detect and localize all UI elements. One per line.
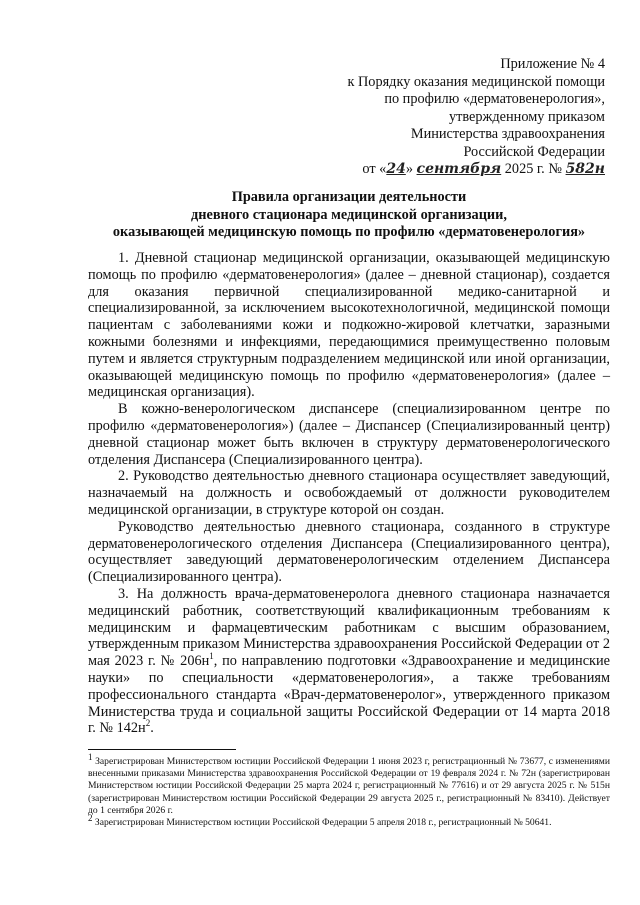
footnote-1 — [88, 751, 610, 817]
paragraph-5 — [88, 586, 610, 737]
date-prefix: от « — [362, 161, 387, 177]
footnote-2 — [88, 812, 610, 829]
footnote-1-text: Зарегистрирован Министерством юстиции Российской Федерации 1 июня 2023 г, регистрационный № 73677, с изменениями внесенными приказами Министерства здравоохранения Российской Федерации от 19 февраля 2024 г. № 72н (зарегистрирован Министерством юстиции Российской Федерации 25 марта 2024 г, регистрационный № 77616) и от 29 августа 2025 г. № 515н (зарегистрирован Министерством юстиции Российской Федерации 29 августа 2025 г., регистрационный № 83410). Действует до 1 сентября 2026 г. — [88, 756, 610, 816]
footnotes — [88, 751, 610, 829]
footnote-1-mark: 1 — [88, 751, 93, 762]
appendix-approved: утвержденному приказом — [448, 108, 605, 125]
footnote-divider — [88, 749, 236, 750]
handwritten-order-number: 582н — [565, 161, 605, 177]
handwritten-month: сентября — [416, 161, 502, 177]
appendix-date-line — [300, 161, 605, 179]
paragraph-5-text-b: , по направлению подготовки «Здравоохранение и медицинские науки» по специальности «дерматовенерология», а также требованиям профессионального стандарта «Врач-дерматовенеролог», утвержденного приказом Министерства труда и социальной защиты Российской Федерации от 14 марта 2018 г. № 142н — [88, 653, 610, 737]
appendix-header — [300, 56, 605, 179]
paragraph-5-text-c: . — [150, 720, 154, 737]
handwritten-day: 24 — [386, 161, 406, 177]
paragraph-3: 2. Руководство деятельностью дневного стационара осуществляет заведующий, назначаемый на должность и освобождаемый от должности руководителем медицинской организации, в структуре которой он создан. — [88, 468, 610, 518]
footnote-ref-2[interactable]: 2 — [145, 718, 151, 729]
date-quote: » — [405, 161, 413, 177]
appendix-profile: по профилю «дерматовенерология», — [384, 91, 605, 107]
footnote-2-text: Зарегистрирован Министерством юстиции Российской Федерации 5 апреля 2018 г., регистрационный № 50641. — [94, 817, 552, 829]
title-line-2: дневного стационара медицинской организации, — [191, 206, 507, 223]
document-body — [88, 250, 610, 737]
paragraph-1: 1. Дневной стационар медицинской организации, оказывающей медицинскую помощь по профилю «дерматовенерология» (далее – дневной стационар), создается для оказания первичной специализированной медико-санитарной и специализированной, за исключением высокотехнологичной, медицинской помощи пациентам с заболеваниями кожи и подкожно-жировой клетчатки, заразными кожными болезнями и инфекциями, передающимися преимущественно половым путем и является структурным подразделением медицинской или иной организации, оказывающей медицинскую помощь по профилю «дерматовенерология» (далее – медицинская организация). — [88, 250, 610, 401]
footnote-2-mark: 2 — [88, 812, 93, 823]
paragraph-2: В кожно-венерологическом диспансере (специализированном центре по профилю «дерматовенерология») (далее – Диспансер (Специализированный центр) дневной стационар может быть включен в структуру дерматовенерологического отделения Диспансера (Специализированного центра). — [88, 401, 610, 468]
appendix-ministry: Министерства здравоохранения — [410, 126, 605, 142]
title-line-3: оказывающей медицинскую помощь по профилю «дерматовенерология» — [112, 224, 586, 240]
appendix-reference: к Порядку оказания медицинской помощи — [347, 73, 605, 90]
footnote-ref-1[interactable]: 1 — [209, 651, 214, 662]
document-title — [88, 189, 610, 242]
title-line-1: Правила организации деятельности — [231, 189, 467, 205]
date-year: 2025 г. № — [504, 161, 562, 177]
paragraph-5-text-a: 3. На должность врача-дерматовенеролога дневного стационара назначается медицинский работник, соответствующий квалификационным требованиям к медицинским и фармацевтическим работникам с высшим образованием, утвержденным приказом Министерства здравоохранения Российской Федерации от 2 мая 2023 г. № 206н — [88, 585, 610, 670]
paragraph-4: Руководство деятельностью дневного стационара, созданного в структуре дерматовенерологического отделения Диспансера (Специализированного центра), осуществляет заведующий дерматовенерологическим отделением Диспансера (Специализированного центра). — [88, 518, 610, 586]
appendix-federation: Российской Федерации — [463, 143, 605, 160]
appendix-number: Приложение № 4 — [500, 56, 605, 72]
